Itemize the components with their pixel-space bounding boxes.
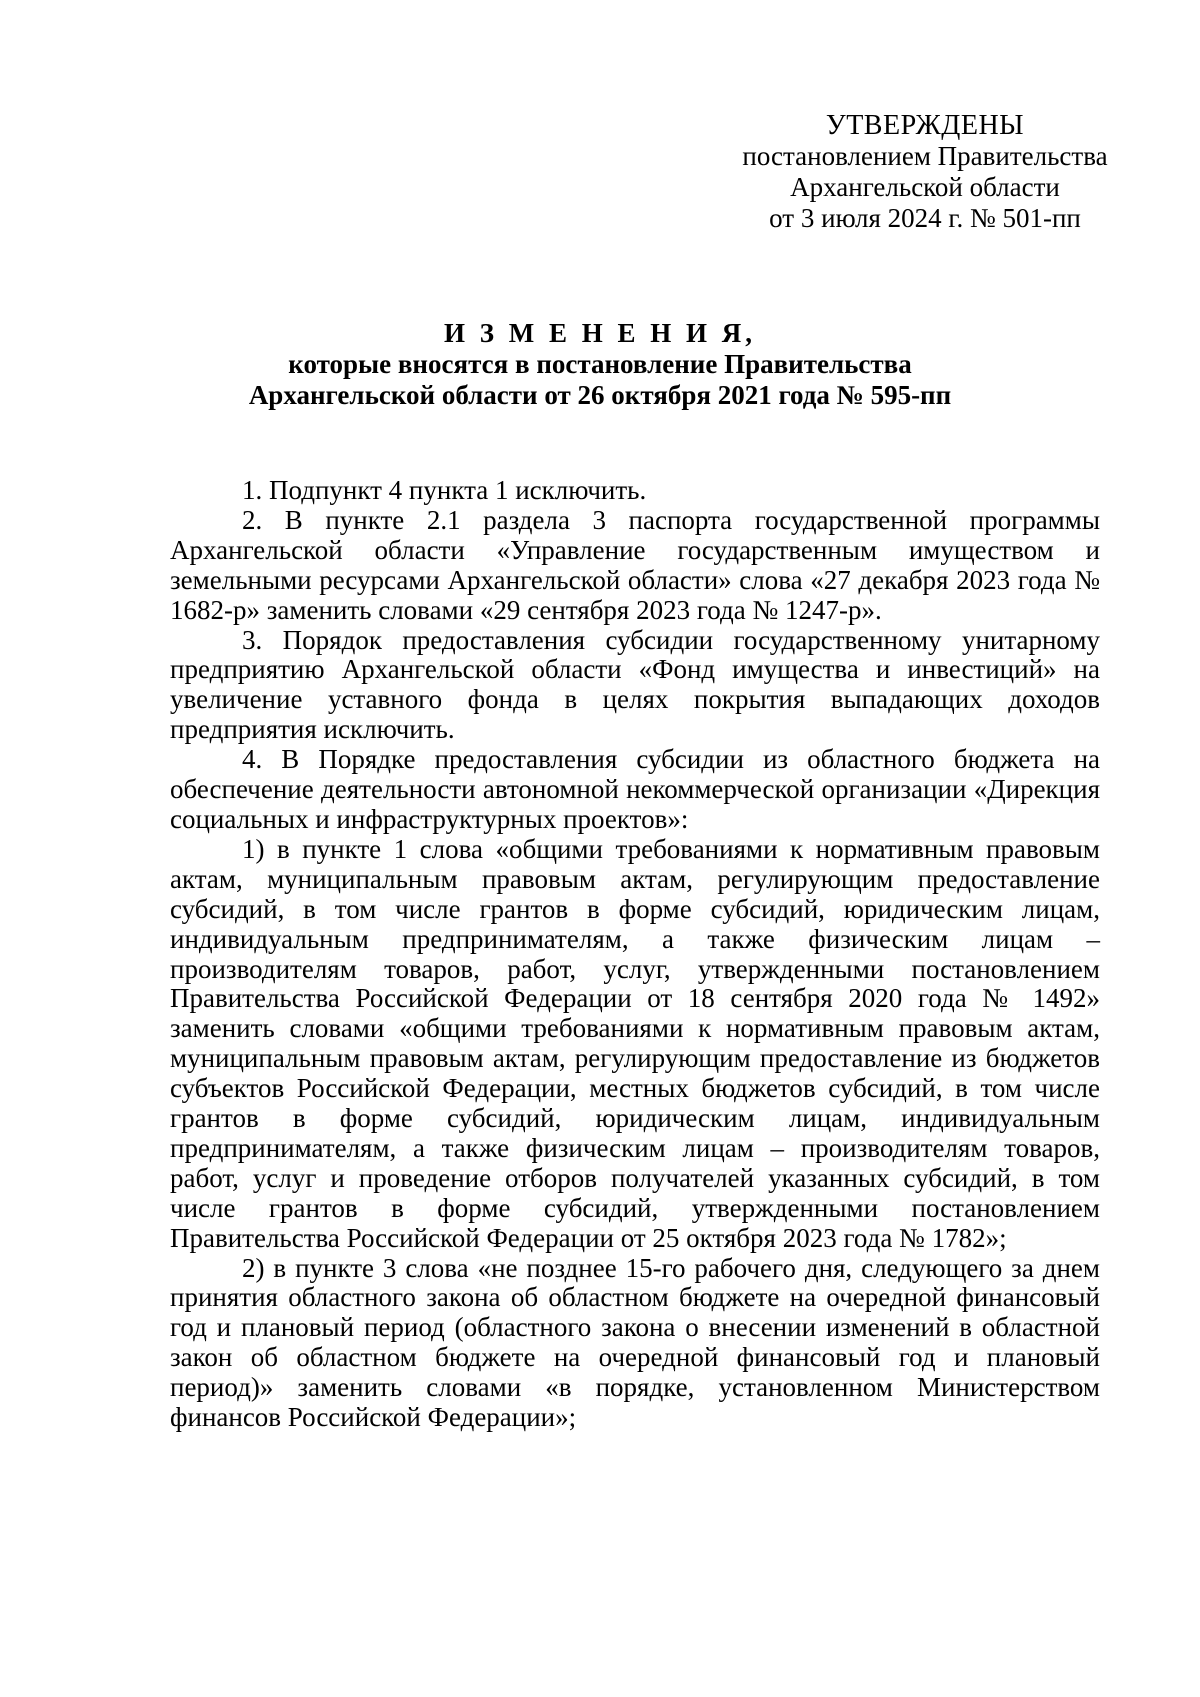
paragraph-item-3: 3. Порядок предоставления субсидии государственному унитарному предприятию Архангельской области «Фонд имущества и инвестиций» на увеличение уставного фонда в целях покрытия выпадающих доходов предприятия исключить. [170,624,1100,745]
paragraph-subitem-2: 2) в пункте 3 слова «не позднее 15-го рабочего дня, следующего за днем принятия областного закона об областном бюджете на очередной финансовый год и плановый период (областного закона о внесении изменений в областной закон об областном бюджете на очередной финансовый год и плановый период)» заменить словами «в порядке, установленном Министерством финансов Российской Федерации»; [170,1252,1100,1433]
paragraph-item-2: 2. В пункте 2.1 раздела 3 паспорта государственной программы Архангельской области «Управление государственным имуществом и земельными ресурсами Архангельской области» слова «27 декабря 2023 года № 1682-р» заменить словами «29 сентября 2023 года № 1247-р». [170,504,1100,625]
approval-stamp [720,110,1130,234]
document-subtitle-reference: Архангельской области от 26 октября 2021 года № 595-пп [248,380,952,410]
approval-date-number: от 3 июля 2024 г. № 501-пп [769,203,1081,233]
document-subtitle: которые вносятся в постановление Правительства [288,349,912,379]
approval-region: Архангельской области [790,172,1060,202]
paragraph-item-1: 1. Подпункт 4 пункта 1 исключить. [242,475,647,505]
document-heading [150,318,1050,411]
document-body [170,476,1100,1433]
approval-title: УТВЕРЖДЕНЫ [825,110,1025,141]
paragraph-item-4: 4. В Порядке предоставления субсидии из областного бюджета на обеспечение деятельности автономной некоммерческой организации «Дирекция социальных и инфраструктурных проектов»: [170,744,1100,834]
approval-issuer: постановлением Правительства [742,141,1108,171]
document-title: И З М Е Н Е Н И Я, [443,318,756,348]
paragraph-subitem-1: 1) в пункте 1 слова «общими требованиями к нормативным правовым актам, муниципальным правовым актам, регулирующим предоставление субсидий, в том числе грантов в форме субсидий, юридическим лицам, индивидуальным предпринимателям, а также физическим лицам – производителям товаров, работ, услуг, утвержденными постановлением Правительства Российской Федерации от 18 сентября 2020 года № 1492» заменить словами «общими требованиями к нормативным правовым актам, муниципальным правовым актам, регулирующим предоставление из бюджетов субъектов Российской Федерации, местных бюджетов субсидий, в том числе грантов в форме субсидий, юридическим лицам, индивидуальным предпринимателям, а также физическим лицам – производителям товаров, работ, услуг и проведение отборов получателей указанных субсидий, в том числе грантов в форме субсидий, утвержденными постановлением Правительства Российской Федерации от 25 октября 2023 года № 1782»; [170,833,1100,1253]
